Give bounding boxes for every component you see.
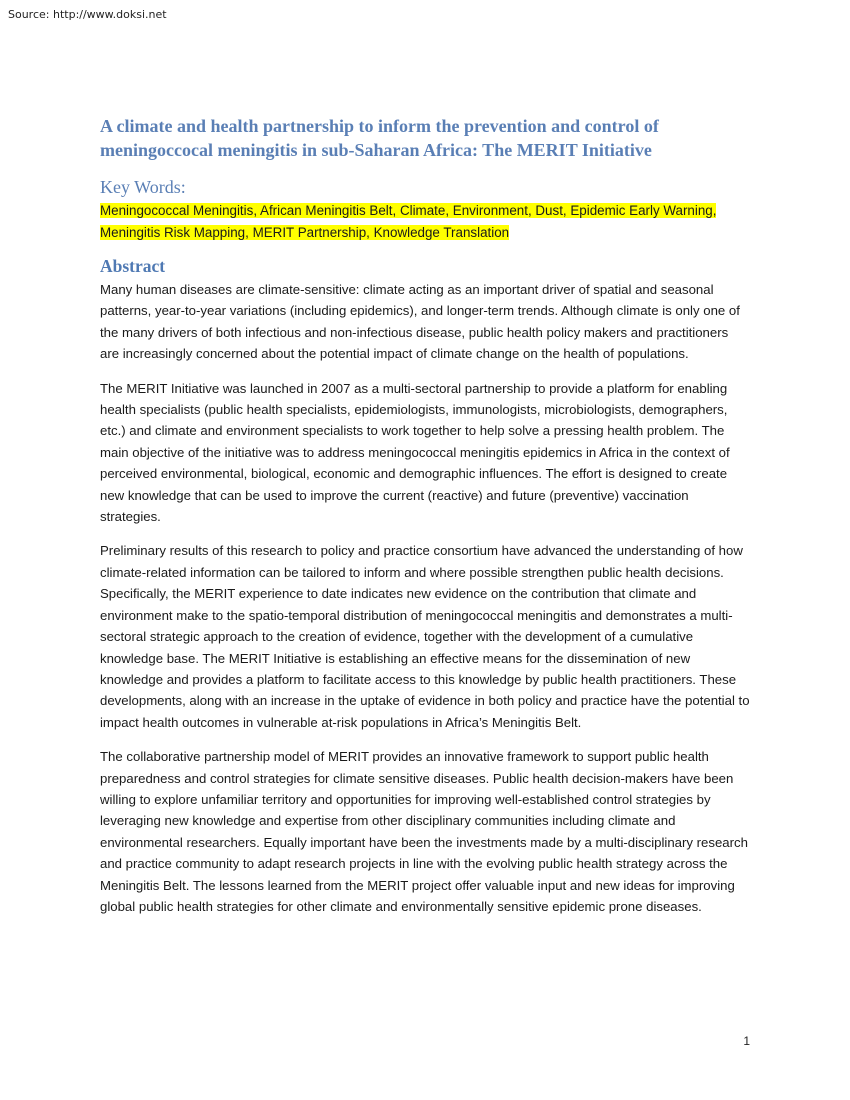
page-number: 1 bbox=[743, 1034, 750, 1048]
abstract-heading: Abstract bbox=[100, 256, 166, 276]
document-title: A climate and health partnership to inform the prevention and control of meningoccocal meningitis in sub-Saharan Africa: The MERIT Initiative bbox=[100, 116, 659, 160]
keywords-highlight: Meningococcal Meningitis, African Meningitis Belt, Climate, Environment, Dust, Epidemic Early Warning, Meningitis Risk Mapping, MERIT Partnership, Knowledge Translation bbox=[100, 203, 717, 240]
abstract-paragraph-1: Many human diseases are climate-sensitive: climate acting as an important driver of spatial and seasonal patterns, year-to-year variations (including epidemics), and longer-term trends. Although climate is only one of the many drivers of both infectious and non-infectious disease, public health policy makers and practitioners are increasingly concerned about the potential impact of climate change on the health of populations. bbox=[100, 282, 740, 362]
keywords-text bbox=[100, 200, 750, 243]
source-label: Source: http://www.doksi.net bbox=[8, 8, 167, 21]
abstract-paragraph-2: The MERIT Initiative was launched in 2007 as a multi-sectoral partnership to provide a platform for enabling health specialists (public health specialists, epidemiologists, immunologists, microbiologists, demographers, etc.) and climate and environment specialists to work together to help solve a pressing health problem. The main objective of the initiative was to address meningococcal meningitis epidemics in Africa in the context of perceived environmental, biological, economic and demographic influences. The effort is designed to create new knowledge that can be used to improve the current (reactive) and future (preventive) vaccination strategies. bbox=[100, 380, 730, 525]
abstract-paragraph-3: Preliminary results of this research to policy and practice consortium have advanced the understanding of how climate-related information can be tailored to inform and where possible strengthen public health decisions. Specifically, the MERIT experience to date indicates new evidence on the contribution that climate and environment make to the spatio-temporal distribution of meningococcal meningitis and demonstrates a multi-sectoral strategic approach to the creation of evidence, together with the development of a cumulative knowledge base. The MERIT Initiative is establishing an effective means for the dissemination of new knowledge and provides a platform to facilitate access to this knowledge by public health practitioners. These developments, along with an increase in the uptake of evidence in both policy and practice have the potential to impact health outcomes in vulnerable at-risk populations in Africa’s Meningitis Belt. bbox=[100, 543, 750, 730]
document-body bbox=[100, 114, 750, 930]
abstract-paragraph-4: The collaborative partnership model of MERIT provides an innovative framework to support public health preparedness and control strategies for climate sensitive diseases. Public health decision-makers have been willing to explore unfamiliar territory and opportunities for improving well-established control strategies by leveraging new knowledge and expertise from other disciplinary communities including climate and environmental researchers. Equally important have been the investments made by a multi-disciplinary research and practice community to adapt research projects in line with the evolving public health strategy across the Meningitis Belt. The lessons learned from the MERIT project offer valuable input and new ideas for improving global public health strategies for other climate and environmentally sensitive epidemic prone diseases. bbox=[100, 749, 748, 914]
keywords-heading: Key Words: bbox=[100, 177, 186, 197]
